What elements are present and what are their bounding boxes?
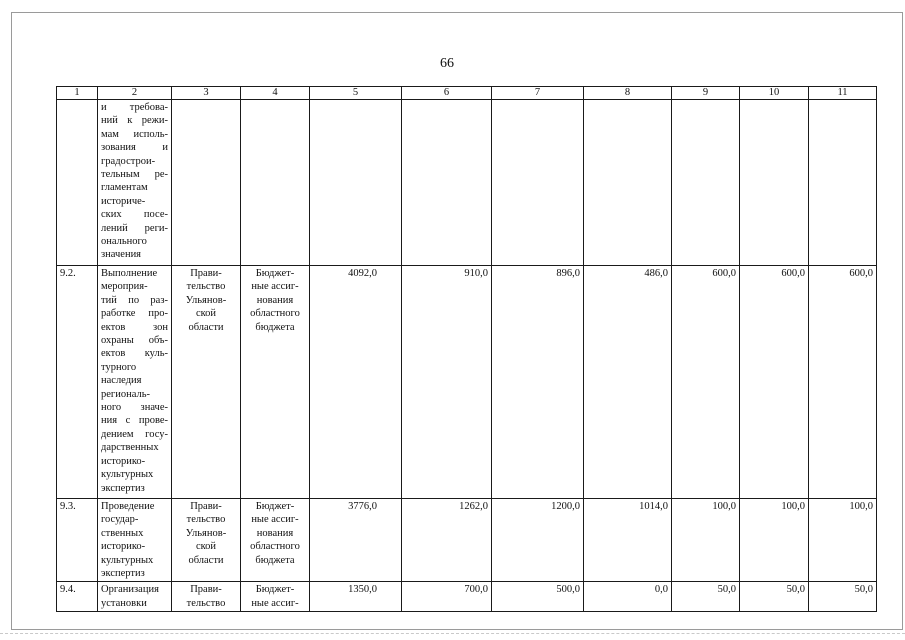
executor-line: тельство xyxy=(186,597,226,609)
year-amount-cell xyxy=(402,100,492,266)
column-number-header: 3 xyxy=(172,87,241,100)
activity-name-line: охраны объ- xyxy=(101,335,168,347)
year-amount-cell: 50,0 xyxy=(809,582,877,612)
year-amount-cell xyxy=(584,100,672,266)
total-amount-cell: 3776,0 xyxy=(310,499,402,582)
funding-source-line: бюджета xyxy=(255,321,295,333)
activity-name-line: лений реги- xyxy=(101,222,168,234)
column-number-header: 5 xyxy=(310,87,402,100)
executor-line: тельство xyxy=(186,514,226,526)
year-amount-cell: 486,0 xyxy=(584,266,672,499)
activity-name-line: ектов зон xyxy=(101,321,168,333)
activity-name-line: ний к режи- xyxy=(101,115,168,127)
funding-source-cell xyxy=(241,266,310,499)
executor-line: тельство xyxy=(186,281,226,293)
column-number-header: 11 xyxy=(809,87,877,100)
year-amount-cell xyxy=(809,100,877,266)
activity-name-line: ектов куль- xyxy=(101,348,168,360)
funding-source-cell xyxy=(241,499,310,582)
year-amount-cell: 896,0 xyxy=(492,266,584,499)
activity-name-line: ного значе- xyxy=(101,402,168,414)
activity-name-line: ственных xyxy=(101,527,144,539)
activity-name-line: ния с прове- xyxy=(101,415,168,427)
activity-name-line: и требова- xyxy=(101,102,168,113)
executor-line: области xyxy=(188,321,224,333)
executor-cell xyxy=(172,499,241,582)
activity-name-line: работке про- xyxy=(101,308,168,320)
item-number-cell: 9.2. xyxy=(57,266,98,499)
activity-name-line: зования и xyxy=(101,142,168,154)
executor-cell xyxy=(172,100,241,266)
executor-line: ской xyxy=(195,308,217,320)
table-row xyxy=(57,100,877,266)
year-amount-cell: 600,0 xyxy=(809,266,877,499)
table-row xyxy=(57,582,877,612)
activity-name-line: ских посе- xyxy=(101,209,168,221)
column-number-header: 4 xyxy=(241,87,310,100)
activity-name-line: экспертиз xyxy=(101,568,145,580)
funding-source-cell xyxy=(241,100,310,266)
executor-cell xyxy=(172,266,241,499)
activity-name-line: установки xyxy=(101,597,147,609)
activity-name-line: Выполнение xyxy=(101,268,158,279)
activity-name-cell xyxy=(98,266,172,499)
year-amount-cell: 910,0 xyxy=(402,266,492,499)
activity-name-line: значения xyxy=(101,249,142,261)
funding-source-line: Бюджет- xyxy=(255,584,295,596)
total-amount-cell: 4092,0 xyxy=(310,266,402,499)
year-amount-cell: 100,0 xyxy=(672,499,740,582)
activity-name-line: Организация xyxy=(101,584,159,596)
activity-name-line: дарственных xyxy=(101,442,159,454)
year-amount-cell xyxy=(740,100,809,266)
executor-line: Прави- xyxy=(190,584,222,596)
year-amount-cell xyxy=(492,100,584,266)
activity-name-line: мероприя- xyxy=(101,281,148,293)
funding-source-line: Бюджет- xyxy=(255,268,295,279)
year-amount-cell xyxy=(672,100,740,266)
activity-name-line: культурных xyxy=(101,469,154,481)
activity-name-line: градострои- xyxy=(101,155,156,167)
funding-source-line: бюджета xyxy=(255,554,295,566)
activity-name-line: государ- xyxy=(101,514,139,526)
total-amount-cell xyxy=(310,100,402,266)
funding-source-line: нования xyxy=(256,527,294,539)
activity-name-line: тий по раз- xyxy=(101,294,168,306)
activity-name-line: гламентам xyxy=(101,182,148,194)
year-amount-cell: 1014,0 xyxy=(584,499,672,582)
funding-source-line: ные ассиг- xyxy=(251,597,299,609)
year-amount-cell: 50,0 xyxy=(740,582,809,612)
year-amount-cell: 700,0 xyxy=(402,582,492,612)
item-number-cell xyxy=(57,100,98,266)
total-amount-cell: 1350,0 xyxy=(310,582,402,612)
activity-name-line: историко- xyxy=(101,455,146,467)
funding-source-line: Бюджет- xyxy=(255,501,295,512)
funding-source-cell xyxy=(241,582,310,612)
executor-line: Ульянов- xyxy=(185,294,227,306)
activity-name-line: онального xyxy=(101,236,147,248)
budget-table xyxy=(56,86,877,612)
activity-name-cell xyxy=(98,100,172,266)
year-amount-cell: 600,0 xyxy=(672,266,740,499)
item-number-cell: 9.4. xyxy=(57,582,98,612)
activity-name-line: тельным ре- xyxy=(101,169,168,181)
column-number-header: 9 xyxy=(672,87,740,100)
executor-line: области xyxy=(188,554,224,566)
item-number-cell: 9.3. xyxy=(57,499,98,582)
executor-line: Ульянов- xyxy=(185,527,227,539)
activity-name-line: историко- xyxy=(101,541,146,553)
table-row xyxy=(57,499,877,582)
scan-edge-line xyxy=(0,633,905,634)
funding-source-line: ные ассиг- xyxy=(251,514,299,526)
table-row xyxy=(57,266,877,499)
column-number-header: 8 xyxy=(584,87,672,100)
funding-source-line: нования xyxy=(256,294,294,306)
funding-source-line: ные ассиг- xyxy=(251,281,299,293)
year-amount-cell: 600,0 xyxy=(740,266,809,499)
year-amount-cell: 500,0 xyxy=(492,582,584,612)
executor-cell xyxy=(172,582,241,612)
activity-name-line: мам исполь- xyxy=(101,128,168,140)
activity-name-line: Проведение xyxy=(101,501,155,512)
executor-line: Прави- xyxy=(190,268,222,279)
activity-name-line: дением госу- xyxy=(101,428,168,440)
year-amount-cell: 100,0 xyxy=(809,499,877,582)
activity-name-line: историче- xyxy=(101,195,146,207)
executor-line: ской xyxy=(195,541,217,553)
year-amount-cell: 1262,0 xyxy=(402,499,492,582)
column-number-header: 6 xyxy=(402,87,492,100)
funding-source-line: областного xyxy=(250,541,300,553)
activity-name-line: культурных xyxy=(101,554,154,566)
table-header-row xyxy=(57,87,877,100)
year-amount-cell: 1200,0 xyxy=(492,499,584,582)
activity-name-line: наследия xyxy=(101,375,142,387)
year-amount-cell: 0,0 xyxy=(584,582,672,612)
column-number-header: 1 xyxy=(57,87,98,100)
column-number-header: 2 xyxy=(98,87,172,100)
column-number-header: 7 xyxy=(492,87,584,100)
activity-name-cell xyxy=(98,499,172,582)
column-number-header: 10 xyxy=(740,87,809,100)
executor-line: Прави- xyxy=(190,501,222,512)
funding-source-line: областного xyxy=(250,308,300,320)
activity-name-line: региональ- xyxy=(101,388,150,400)
year-amount-cell: 100,0 xyxy=(740,499,809,582)
activity-name-line: турного xyxy=(101,361,137,373)
activity-name-line: экспертиз xyxy=(101,482,145,494)
activity-name-cell xyxy=(98,582,172,612)
year-amount-cell: 50,0 xyxy=(672,582,740,612)
page-number: 66 xyxy=(440,56,454,71)
